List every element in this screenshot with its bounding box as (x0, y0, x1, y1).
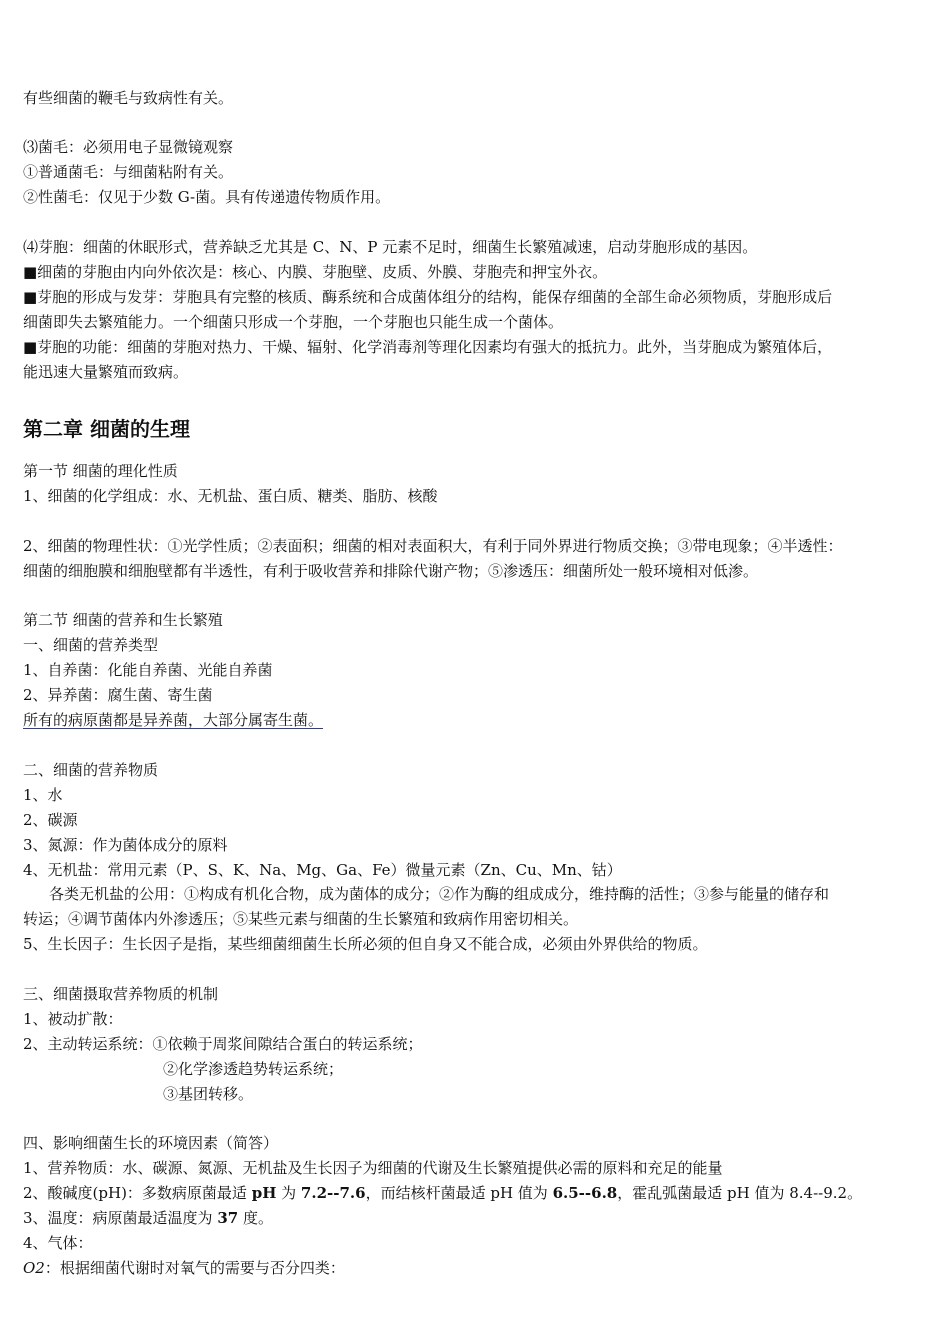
bold-text: 6.5--6.8 (552, 1184, 618, 1202)
text-line: ③基团转移。 (163, 1085, 254, 1103)
bold-text: 37 (217, 1209, 239, 1227)
text-line: ■芽胞的功能：细菌的芽胞对热力、干燥、辐射、化学消毒剂等理化因素均有强大的抵抗力。此外，当芽胞成为繁殖体后， (23, 338, 833, 356)
text-line: 1、水 (23, 786, 63, 804)
text-line: 有些细菌的鞭毛与致病性有关。 (23, 89, 234, 107)
text-line: ■芽胞的形成与发芽：芽胞具有完整的核质、酶系统和合成菌体组分的结构，能保存细菌的全部生命必须物质，芽胞形成后 (23, 288, 833, 306)
text-line: 2、细菌的物理性状：①光学性质；②表面积；细菌的相对表面积大，有利于同外界进行物质交换；③带电现象；④半透性： (23, 537, 843, 555)
text-line: 1、营养物质：水、碳源、氮源、无机盐及生长因子为细菌的代谢及生长繁殖提供必需的原料和充足的能量 (23, 1159, 723, 1177)
text-span: 为 (276, 1184, 301, 1202)
subsection-heading: 三、细菌摄取营养物质的机制 (23, 985, 219, 1003)
bold-text: 7.2--7.6 (300, 1184, 366, 1202)
text-span: 2、酸碱度(pH)：多数病原菌最适 (23, 1184, 252, 1202)
text-line: ①普通菌毛：与细菌粘附有关。 (23, 163, 234, 181)
text-line: 细菌即失去繁殖能力。一个细菌只形成一个芽胞，一个芽胞也只能生成一个菌体。 (23, 313, 564, 331)
text-span: ，而结核杆菌最适 pH 值为 (365, 1184, 553, 1202)
bold-text: pH (251, 1184, 277, 1202)
text-line: ⑷芽胞：细菌的休眠形式，营养缺乏尤其是 C、N、P 元素不足时，细菌生长繁殖减速，启动芽胞形成的基因。 (23, 238, 758, 256)
text-line: 各类无机盐的公用：①构成有机化合物，成为菌体的成分；②作为酶的组成成分，维持酶的活性；③参与能量的储存和 (49, 885, 830, 903)
section-heading: 第二节 细菌的营养和生长繁殖 (23, 611, 223, 629)
subsection-heading: 一、细菌的营养类型 (23, 636, 159, 654)
text-span: ，霍乱弧菌最适 pH 值为 8.4--9.2。 (617, 1184, 863, 1202)
text-line: 3、氮源：作为菌体成分的原料 (23, 836, 228, 854)
subsection-heading: 四、影响细菌生长的环境因素（简答） (23, 1134, 279, 1152)
text-line: 1、自养菌：化能自养菌、光能自养菌 (23, 661, 273, 679)
text-line: 4、气体： (23, 1234, 93, 1252)
text-line: ⑶菌毛：必须用电子显微镜观察 (23, 138, 234, 156)
text-line: ■细菌的芽胞由内向外依次是：核心、内膜、芽胞壁、皮质、外膜、芽胞壳和押宝外衣。 (23, 263, 608, 281)
text-line: 2、异养菌：腐生菌、寄生菌 (23, 686, 213, 704)
text-line: ②化学渗透趋势转运系统； (163, 1060, 344, 1078)
text-line: 2、主动转运系统：①依赖于周浆间隙结合蛋白的转运系统； (23, 1035, 423, 1053)
chapter-heading: 第二章 细菌的生理 (23, 417, 190, 441)
text-line: ②性菌毛：仅见于少数 G-菌。具有传递遗传物质作用。 (23, 188, 391, 206)
text-span: ：根据细菌代谢时对氧气的需要与否分四类： (44, 1259, 345, 1277)
text-line (23, 1209, 928, 1227)
text-line: 1、细菌的化学组成：水、无机盐、蛋白质、糖类、脂肪、核酸 (23, 487, 438, 505)
subsection-heading: 二、细菌的营养物质 (23, 761, 159, 779)
underlined-note (23, 711, 928, 729)
text-line (23, 1259, 928, 1277)
text-line: 5、生长因子：生长因子是指，某些细菌细菌生长所必须的但自身又不能合成，必须由外界供给的物质。 (23, 935, 708, 953)
text-line: 能迅速大量繁殖而致病。 (23, 363, 189, 381)
text-line: 2、碳源 (23, 811, 78, 829)
text-span: 3、温度：病原菌最适温度为 (23, 1209, 218, 1227)
text-span: 度。 (238, 1209, 273, 1227)
text-line: 细菌的细胞膜和细胞壁都有半透性，有利于吸收营养和排除代谢产物；⑤渗透压：细菌所处一般环境相对低渗。 (23, 562, 759, 580)
text-line: 1、被动扩散： (23, 1010, 123, 1028)
section-heading: 第一节 细菌的理化性质 (23, 462, 178, 480)
italic-text: O2 (23, 1259, 45, 1277)
text-line: 转运；④调节菌体内外渗透压；⑤某些元素与细菌的生长繁殖和致病作用密切相关。 (23, 910, 579, 928)
underlined-text: 所有的病原菌都是异养菌，大部分属寄生菌。 (23, 711, 324, 729)
text-line: 4、无机盐：常用元素（P、S、K、Na、Mg、Ga、Fe）微量元素（Zn、Cu、Mn、钴） (23, 861, 622, 879)
text-line (23, 1184, 928, 1202)
